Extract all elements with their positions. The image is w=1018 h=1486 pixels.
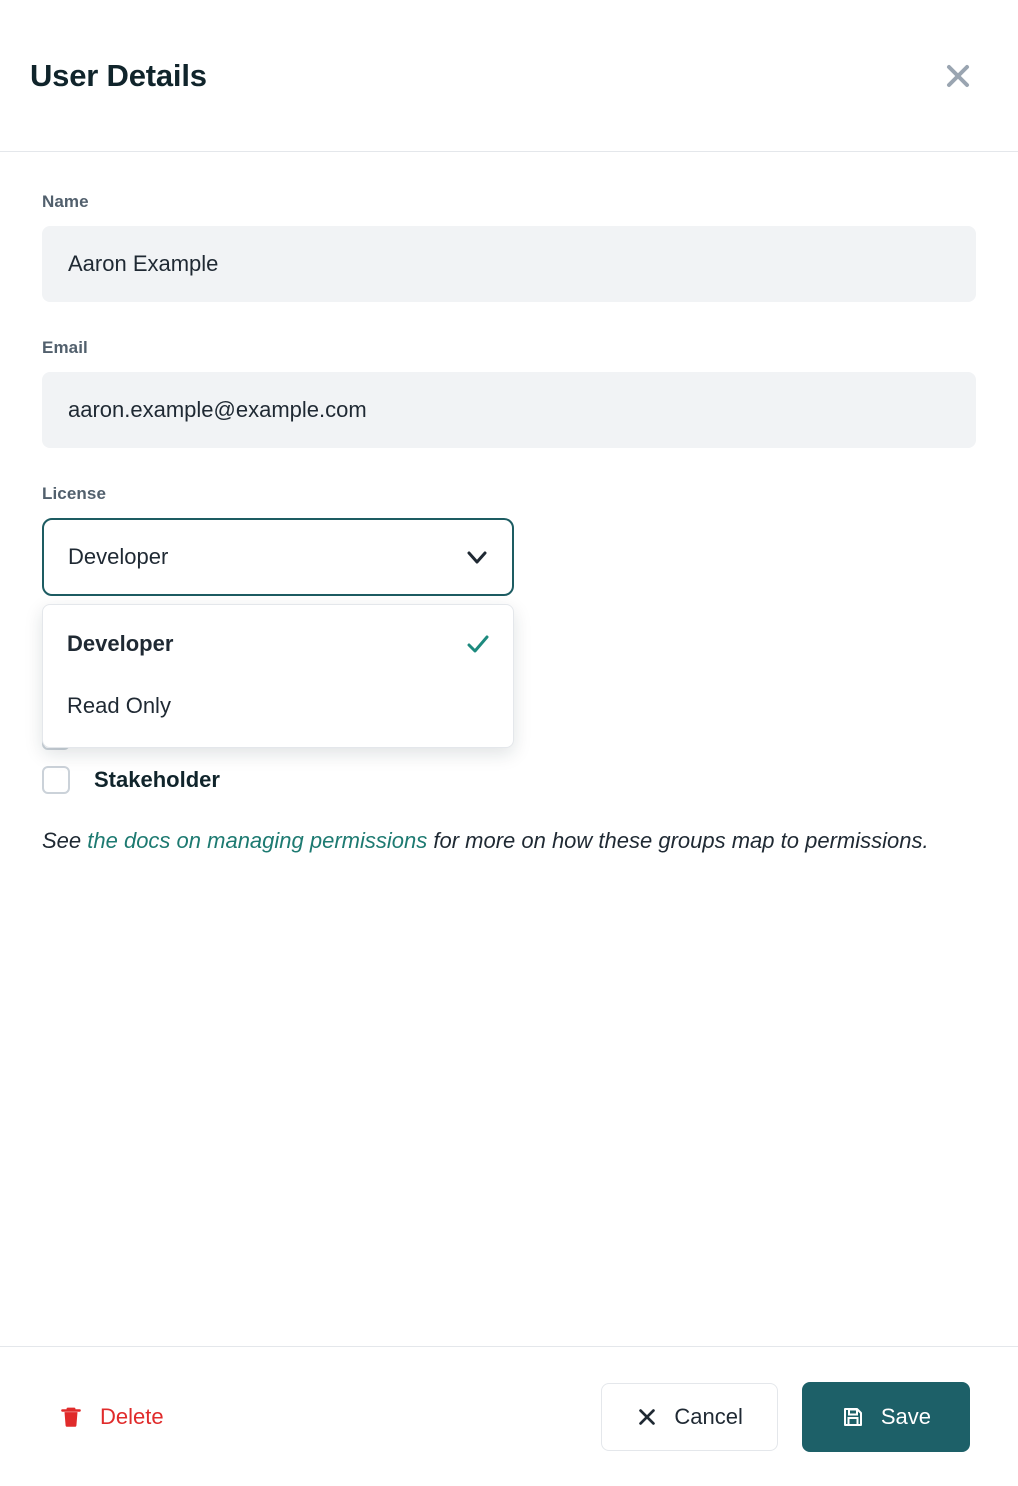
modal-body: [0, 152, 1018, 1346]
trash-icon: [58, 1404, 84, 1430]
group-checkbox-stakeholder[interactable]: [42, 766, 70, 794]
group-label: Stakeholder: [94, 767, 220, 792]
delete-button-label: Delete: [100, 1403, 164, 1429]
license-option-label: Developer: [67, 631, 174, 656]
license-option-label: Read Only: [67, 693, 171, 718]
cancel-button[interactable]: [601, 1383, 777, 1451]
check-icon: [465, 631, 491, 657]
license-option-developer[interactable]: [43, 613, 513, 675]
cancel-button-label: Cancel: [674, 1403, 743, 1429]
license-label: License: [42, 484, 107, 503]
chevron-down-icon: [464, 544, 490, 570]
hint-text-before: See: [42, 828, 88, 853]
name-input[interactable]: Aaron Example: [42, 226, 976, 302]
group-row[interactable]: [42, 758, 976, 802]
save-button[interactable]: [802, 1382, 970, 1452]
permissions-hint: [42, 824, 942, 858]
hint-text-after: for more on how these groups map to permissions.: [427, 828, 929, 853]
license-select[interactable]: [42, 518, 514, 596]
page-title: User Details: [30, 57, 207, 93]
name-field-group: [42, 192, 976, 302]
x-icon: [636, 1406, 658, 1428]
footer-actions: [601, 1382, 970, 1452]
license-option-read-only[interactable]: [43, 675, 513, 737]
save-button-label: Save: [880, 1403, 931, 1429]
license-field-group: [42, 484, 976, 718]
close-icon[interactable]: [938, 56, 978, 96]
delete-button[interactable]: [48, 1390, 174, 1444]
email-field-group: [42, 338, 976, 448]
email-label: Email: [42, 338, 88, 357]
managing-permissions-link[interactable]: the docs on managing permissions: [87, 828, 428, 853]
name-label: Name: [42, 192, 89, 211]
license-dropdown: [42, 604, 514, 748]
modal-header: [0, 0, 1018, 152]
save-disk-icon: [841, 1405, 865, 1429]
license-selected-value: Developer: [68, 544, 169, 569]
modal-footer: [0, 1346, 1018, 1486]
email-input[interactable]: aaron.example@example.com: [42, 372, 976, 448]
license-select-wrap: [42, 518, 514, 718]
